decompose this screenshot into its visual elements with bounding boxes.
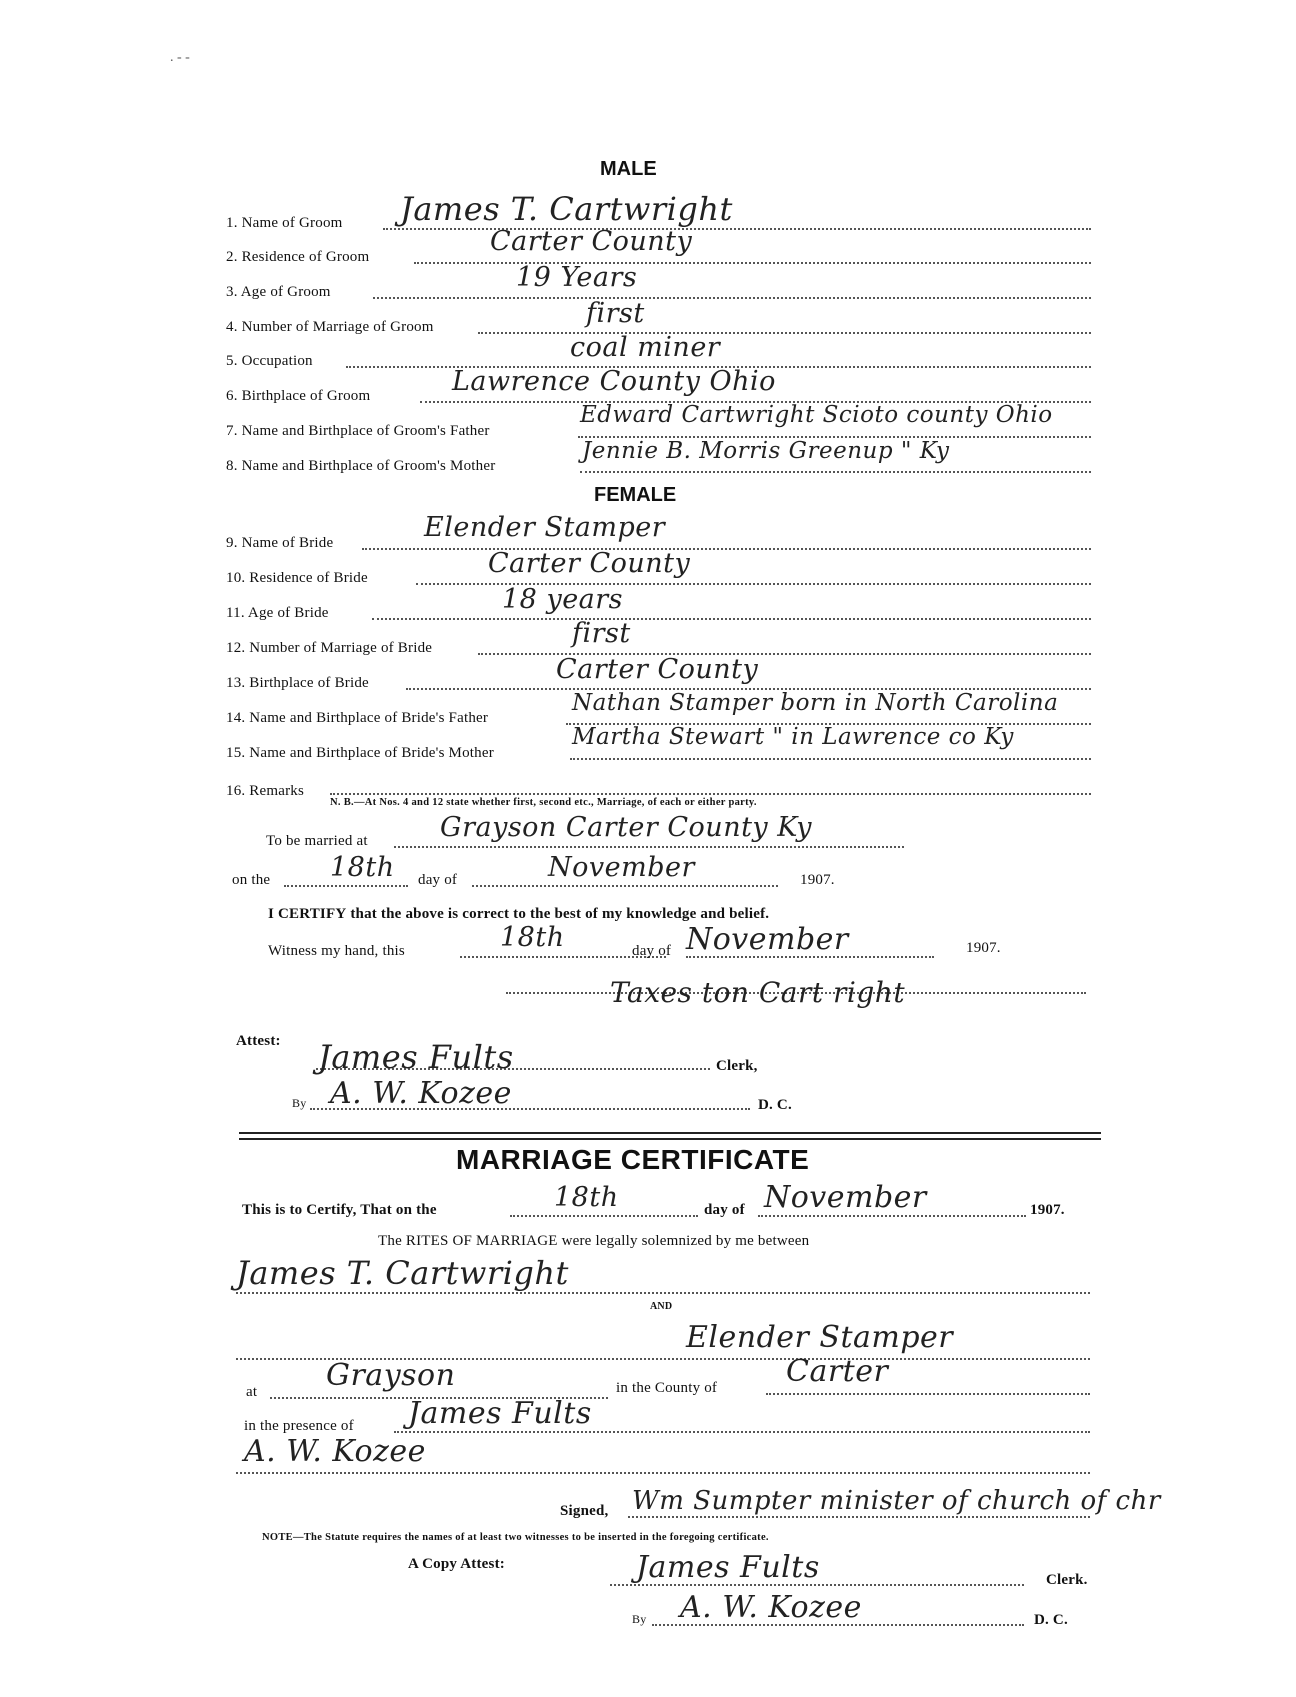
certificate-place-value: Grayson: [326, 1358, 456, 1393]
witness-day-value: 18th: [500, 922, 565, 953]
certificate-at-label: at: [246, 1384, 258, 1400]
certificate-county-label: in the County of: [616, 1380, 718, 1396]
attest-label: Attest:: [236, 1033, 281, 1049]
presence-label: in the presence of: [244, 1418, 354, 1434]
married-month-value: November: [548, 852, 695, 883]
certificate-bride-value: Elender Stamper: [686, 1320, 954, 1355]
witness-1-value: James Fults: [408, 1396, 592, 1431]
bride-name-line: [362, 548, 1091, 550]
married-at-label: To be married at: [266, 833, 368, 849]
certify-text: that the above is correct to the best of my knowledge and belief.: [350, 906, 770, 922]
certificate-day-value: 18th: [554, 1182, 619, 1213]
certificate-county-value: Carter: [786, 1354, 889, 1389]
married-month-line: [472, 885, 778, 887]
certificate-intro: This is to Certify, That on the: [242, 1202, 437, 1218]
and-label: AND: [650, 1301, 673, 1312]
male-heading: MALE: [600, 158, 657, 180]
certificate-title: MARRIAGE CERTIFICATE: [456, 1144, 810, 1175]
bride-age-value: 18 years: [502, 584, 624, 615]
presence-line-2: [236, 1472, 1090, 1474]
nb-note: N. B.—At Nos. 4 and 12 state whether first, second etc., Marriage, of each or either party.: [330, 797, 757, 808]
signed-line: [628, 1516, 1090, 1518]
certificate-county-line: [766, 1393, 1090, 1395]
married-at-line: [394, 846, 904, 848]
groom-mother-label: 8. Name and Birthplace of Groom's Mother: [226, 458, 496, 474]
married-day-line: [284, 885, 408, 887]
witness-month-value: November: [686, 922, 849, 957]
groom-mother-line: [580, 471, 1091, 473]
remarks-line: [330, 793, 1091, 795]
groom-signature: Taxes ton Cart right: [610, 976, 906, 1009]
groom-name-label: 1. Name of Groom: [226, 215, 343, 231]
attest-clerk-label: Clerk,: [716, 1058, 758, 1074]
groom-residence-value: Carter County: [490, 226, 693, 257]
copy-dc-signature: A. W. Kozee: [680, 1590, 862, 1625]
attest-by-label: By: [292, 1096, 307, 1110]
attest-clerk-signature: James Fults: [318, 1038, 514, 1076]
groom-line: [236, 1292, 1090, 1294]
married-day-of-label: day of: [418, 872, 458, 888]
married-at-value: Grayson Carter County Ky: [440, 812, 812, 843]
bride-age-line: [372, 618, 1091, 620]
divider-bottom: [239, 1138, 1101, 1140]
signed-label: Signed,: [560, 1503, 609, 1519]
copy-by-label: By: [632, 1612, 647, 1626]
signed-value: Wm Sumpter minister of church of chr: [632, 1486, 1161, 1516]
bride-name-value: Elender Stamper: [424, 512, 666, 543]
remarks-label: 16. Remarks: [226, 783, 305, 799]
statute-note: NOTE—The Statute requires the names of at least two witnesses to be inserted in the foregoing certificate.: [262, 1532, 769, 1543]
groom-age-value: 19 Years: [516, 262, 638, 293]
married-year: 1907.: [800, 872, 835, 888]
attest-dc-signature: A. W. Kozee: [330, 1076, 512, 1111]
groom-mother-value: Jennie B. Morris Greenup " Ky: [582, 438, 950, 464]
bride-residence-label: 10. Residence of Bride: [226, 570, 368, 586]
groom-age-line: [373, 297, 1091, 299]
female-heading: FEMALE: [594, 484, 677, 506]
corner-mark: . - -: [170, 50, 190, 65]
bride-birthplace-value: Carter County: [556, 654, 759, 685]
groom-father-label: 7. Name and Birthplace of Groom's Father: [226, 423, 490, 439]
divider-top: [239, 1132, 1101, 1134]
presence-line-1: [394, 1431, 1090, 1433]
bride-residence-value: Carter County: [488, 548, 691, 579]
occupation-value: coal miner: [570, 332, 721, 363]
bride-mother-label: 15. Name and Birthplace of Bride's Mother: [226, 745, 494, 761]
certify-bold: I CERTIFY: [268, 906, 347, 922]
bride-father-label: 14. Name and Birthplace of Bride's Father: [226, 710, 489, 726]
groom-birthplace-label: 6. Birthplace of Groom: [226, 388, 371, 404]
bride-father-value: Nathan Stamper born in North Carolina: [572, 690, 1059, 716]
bride-mother-value: Martha Stewart " in Lawrence co Ky: [572, 724, 1014, 750]
married-day-value: 18th: [330, 852, 395, 883]
attest-dc-label: D. C.: [758, 1097, 792, 1113]
groom-marriage-number-value: first: [586, 298, 645, 329]
groom-marriage-number-label: 4. Number of Marriage of Groom: [226, 319, 434, 335]
certificate-day-of-label: day of: [704, 1202, 745, 1218]
groom-name-value: James T. Cartwright: [400, 190, 733, 228]
copy-attest-label: A Copy Attest:: [408, 1556, 505, 1572]
bride-name-label: 9. Name of Bride: [226, 535, 334, 551]
bride-age-label: 11. Age of Bride: [226, 605, 329, 621]
certificate-groom-value: James T. Cartwright: [236, 1254, 569, 1292]
certificate-day-line: [510, 1215, 698, 1217]
copy-clerk-label: Clerk.: [1046, 1572, 1088, 1588]
groom-residence-label: 2. Residence of Groom: [226, 249, 370, 265]
bride-marriage-number-label: 12. Number of Marriage of Bride: [226, 640, 433, 656]
certificate-month-value: November: [764, 1180, 927, 1215]
copy-dc-label: D. C.: [1034, 1612, 1068, 1628]
bride-birthplace-label: 13. Birthplace of Bride: [226, 675, 369, 691]
witness-year: 1907.: [966, 940, 1001, 956]
certificate-year: 1907.: [1030, 1202, 1065, 1218]
witness-2-value: A. W. Kozee: [244, 1434, 426, 1469]
married-on-label: on the: [232, 872, 271, 888]
groom-birthplace-value: Lawrence County Ohio: [452, 366, 776, 397]
groom-age-label: 3. Age of Groom: [226, 284, 331, 300]
groom-father-value: Edward Cartwright Scioto county Ohio: [580, 402, 1053, 428]
rites-statement: The RITES OF MARRIAGE were legally solemnized by me between: [378, 1233, 810, 1249]
bride-marriage-number-value: first: [572, 618, 631, 649]
occupation-label: 5. Occupation: [226, 353, 313, 369]
certify-statement: [268, 906, 769, 923]
bride-mother-line: [570, 758, 1091, 760]
witness-day-of-label: day of: [632, 943, 672, 959]
copy-clerk-signature: James Fults: [636, 1550, 820, 1585]
certificate-month-line: [758, 1215, 1026, 1217]
witness-label: Witness my hand, this: [268, 943, 405, 959]
